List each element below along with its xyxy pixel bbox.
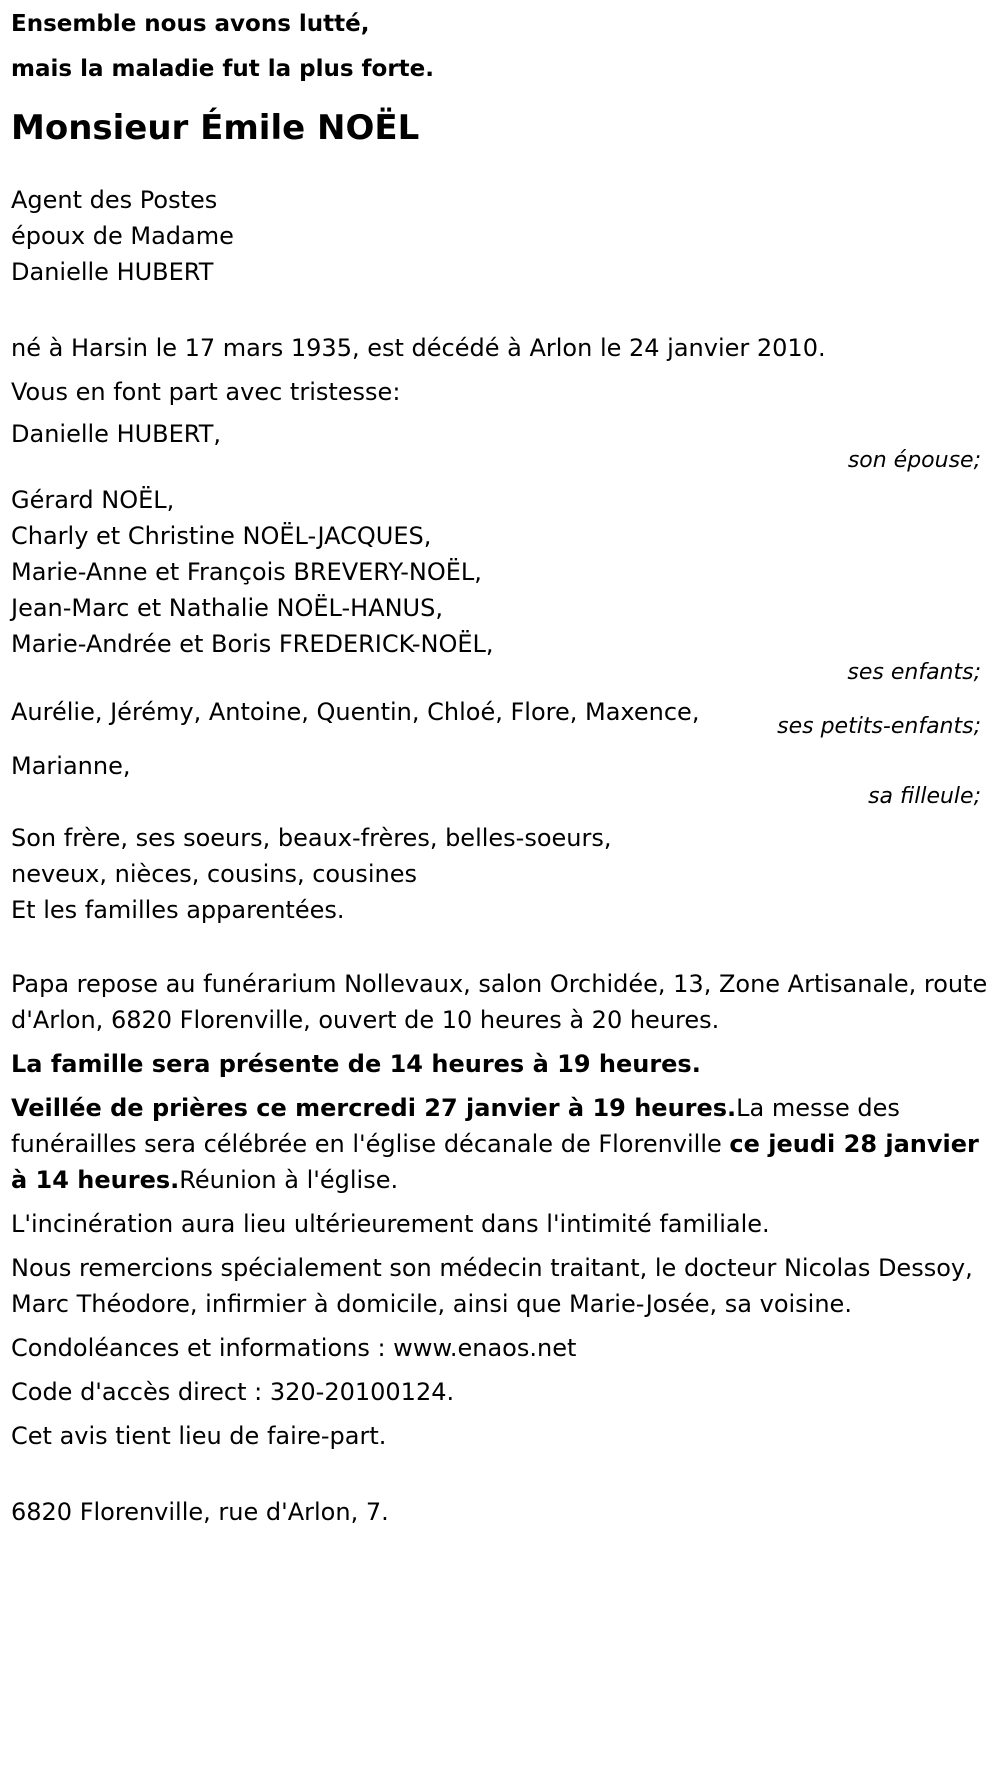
family-group-spouse xyxy=(11,414,989,474)
extended-family-line: neveux, nièces, cousins, cousines xyxy=(11,860,417,888)
obituary-content xyxy=(11,10,989,1530)
cremation-info: L'incinération aura lieu ultérieurement dans l'intimité familiale. xyxy=(11,1210,770,1238)
family-name: Marie-Anne et François BREVERY-NOËL, xyxy=(11,558,482,586)
access-code: Code d'accès direct : 320-20100124. xyxy=(11,1378,455,1406)
detail-line: Danielle HUBERT xyxy=(11,258,214,286)
mass-text: La messe des funérailles sera célébrée en l'église décanale de Florenville xyxy=(11,1094,900,1158)
announcement: Vous en font part avec tristesse: xyxy=(11,378,401,406)
family-role: ses enfants; xyxy=(847,660,981,685)
family-name: Charly et Christine NOËL-JACQUES, xyxy=(11,522,432,550)
family-name: Marianne, xyxy=(11,752,131,780)
family-name: Aurélie, Jérémy, Antoine, Quentin, Chloé, Flore, Maxence, xyxy=(11,698,700,726)
family-role: sa filleule; xyxy=(868,784,981,809)
birth-death: né à Harsin le 17 mars 1935, est décédé à Arlon le 24 janvier 2010. xyxy=(11,334,826,362)
intro-line-2: mais la maladie fut la plus forte. xyxy=(11,56,435,82)
family-presence: La famille sera présente de 14 heures à 19 heures. xyxy=(11,1050,701,1078)
family-role: son épouse; xyxy=(847,448,981,473)
detail-line: Agent des Postes xyxy=(11,186,218,214)
family-group-grandchildren xyxy=(11,694,989,740)
meeting-text: Réunion à l'église. xyxy=(179,1166,399,1194)
address: 6820 Florenville, rue d'Arlon, 7. xyxy=(11,1498,389,1526)
family-name: Danielle HUBERT, xyxy=(11,420,222,448)
condolences-info: Condoléances et informations : www.enaos.net xyxy=(11,1334,577,1362)
ceremony-info xyxy=(11,1090,989,1198)
deceased-name: Monsieur Émile NOËL xyxy=(11,108,420,148)
mass-date: ce jeudi 28 janvier à 14 heures. xyxy=(11,1130,979,1194)
detail-line: époux de Madame xyxy=(11,222,234,250)
intro-line-1: Ensemble nous avons lutté, xyxy=(11,11,370,37)
vigil-text: Veillée de prières ce mercredi 27 janvier à 19 heures. xyxy=(11,1094,737,1122)
notice-text: Cet avis tient lieu de faire-part. xyxy=(11,1422,387,1450)
thanks-text: Nous remercions spécialement son médecin traitant, le docteur Nicolas Dessoy, Marc Théodore, infirmier à domicile, ainsi que Marie-Josée, sa voisine. xyxy=(11,1254,973,1318)
extended-family-line: Son frère, ses soeurs, beaux-frères, belles-soeurs, xyxy=(11,824,612,852)
extended-family xyxy=(11,820,989,928)
family-name: Gérard NOËL, xyxy=(11,486,175,514)
family-name: Marie-Andrée et Boris FREDERICK-NOËL, xyxy=(11,630,494,658)
extended-family-line: Et les familles apparentées. xyxy=(11,896,345,924)
family-name: Jean-Marc et Nathalie NOËL-HANUS, xyxy=(11,594,443,622)
funerarium-info: Papa repose au funérarium Nollevaux, salon Orchidée, 13, Zone Artisanale, route d'Arlon, 6820 Florenville, ouvert de 10 heures à 20 heures. xyxy=(11,970,988,1034)
family-group-goddaughter xyxy=(11,748,989,810)
family-group-children xyxy=(11,482,989,686)
family-role: ses petits-enfants; xyxy=(777,714,981,739)
deceased-details xyxy=(11,182,989,290)
